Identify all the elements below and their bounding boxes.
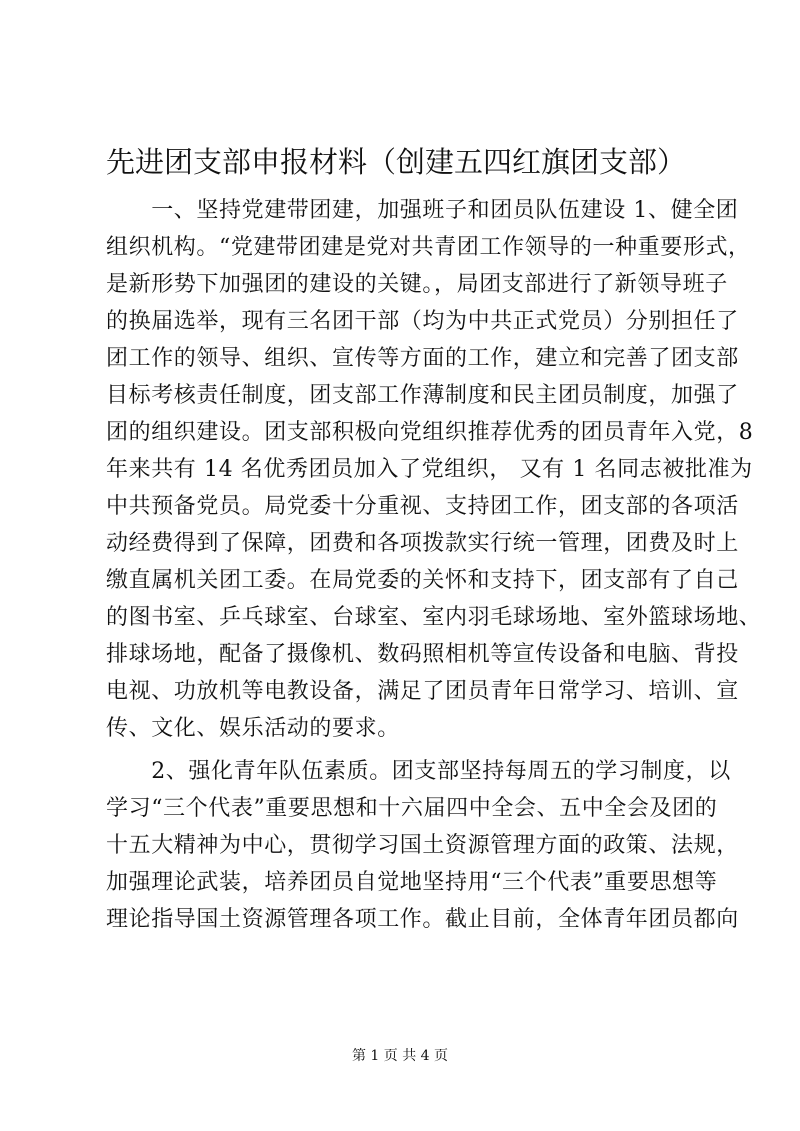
body-line: 团的组织建设。团支部积极向党组织推荐优秀的团员青年入党，8 xyxy=(106,420,754,445)
body-line: 传、文化、娱乐活动的要求。 xyxy=(106,716,400,741)
body-line: 目标考核责任制度，团支部工作薄制度和民主团员制度，加强了 xyxy=(106,383,739,408)
body-line: 是新形势下加强团的建设的关键。，局团支部进行了新领导班子 xyxy=(106,272,728,297)
body-line: 一、坚持党建带团建，加强班子和团员队伍建设 1、健全团 xyxy=(106,198,739,223)
body-line: 加强理论武装，培养团员自觉地坚持用“三个代表”重要思想等 xyxy=(106,870,718,895)
body-line: 组织机构。“党建带团建是党对共青团工作领导的一种重要形式， xyxy=(106,235,751,260)
body-line: 团工作的领导、组织、宣传等方面的工作，建立和完善了团支部 xyxy=(106,346,739,371)
body-line: 年来共有 14 名优秀团员加入了党组织， 又有 1 名同志被批准为 xyxy=(106,457,753,482)
body-line: 中共预备党员。局党委十分重视、支持团工作，团支部的各项活 xyxy=(106,494,739,519)
body-line: 动经费得到了保障，团费和各项拨款实行统一管理，团费及时上 xyxy=(106,531,739,556)
page-footer: 第 1 页 共 4 页 xyxy=(351,1048,449,1064)
body-line: 十五大精神为中心，贯彻学习国土资源管理方面的政策、法规， xyxy=(106,833,739,858)
body-line: 2、强化青年队伍素质。团支部坚持每周五的学习制度，以 xyxy=(106,759,731,784)
document-title: 先进团支部申报材料（创建五四红旗团支部） xyxy=(106,145,687,179)
body-line: 的换届选举，现有三名团干部（均为中共正式党员）分别担任了 xyxy=(106,309,739,334)
body-line: 缴直属机关团工委。在局党委的关怀和支持下，团支部有了自己 xyxy=(106,568,739,593)
body-line: 理论指导国土资源管理各项工作。截止目前，全体青年团员都向 xyxy=(106,907,739,932)
body-line: 学习“三个代表”重要思想和十六届四中全会、五中全会及团的 xyxy=(106,796,718,821)
body-line: 的图书室、乒乓球室、台球室、室内羽毛球场地、室外篮球场地、 xyxy=(106,605,762,630)
body-line: 电视、功放机等电教设备，满足了团员青年日常学习、培训、宣 xyxy=(106,679,739,704)
body-line: 排球场地，配备了摄像机、数码照相机等宣传设备和电脑、背投 xyxy=(106,642,739,667)
